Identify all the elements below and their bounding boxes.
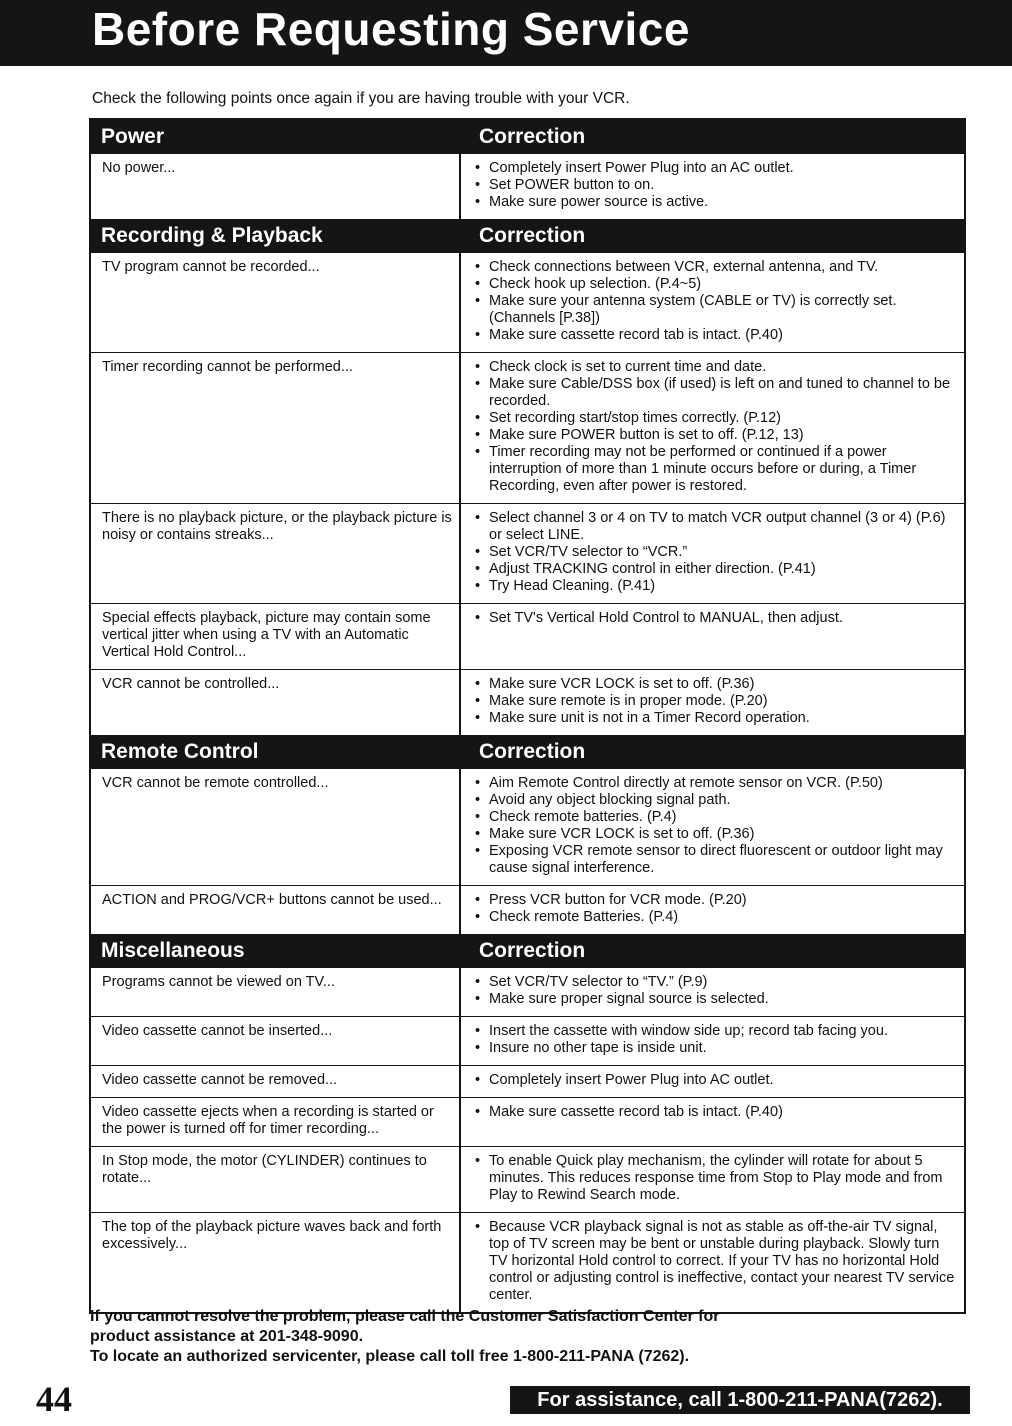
footer-line-1: If you cannot resolve the problem, please call the Customer Satisfaction Center for <box>90 1308 720 1325</box>
correction-list <box>473 974 958 1008</box>
correction-list <box>473 160 958 211</box>
correction-list <box>473 1104 958 1121</box>
table-row <box>91 669 964 735</box>
section-header <box>91 735 964 769</box>
correction-cell <box>461 769 964 885</box>
correction-item: • Exposing VCR remote sensor to direct fluorescent or outdoor light may cause signal interference. <box>473 843 958 877</box>
section-heading: Recording & Playback <box>101 224 323 247</box>
correction-item: • Check clock is set to current time and date. <box>473 359 958 376</box>
section-heading: Power <box>101 125 165 148</box>
correction-item: • Check remote Batteries. (P.4) <box>473 909 958 926</box>
section-heading: Remote Control <box>101 740 259 763</box>
correction-item: • Check hook up selection. (P.4~5) <box>473 276 958 293</box>
footer-line-2: product assistance at 201-348-9090. <box>90 1328 364 1345</box>
problem-cell: VCR cannot be controlled... <box>91 670 461 735</box>
problem-cell: Video cassette cannot be inserted... <box>91 1017 461 1065</box>
correction-heading: Correction <box>479 740 586 763</box>
title-bar <box>0 0 1012 66</box>
correction-item: • To enable Quick play mechanism, the cylinder will rotate for about 5 minutes. This reduces response time from Stop to Play mode and from Play to Rewind Search mode. <box>473 1153 958 1204</box>
correction-cell <box>461 968 964 1016</box>
footer-line-3: To locate an authorized servicenter, please call toll free 1-800-211-PANA (7262). <box>90 1348 690 1365</box>
section-header <box>91 219 964 253</box>
correction-cell <box>461 670 964 735</box>
table-row <box>91 1097 964 1146</box>
troubleshooting-table <box>89 118 966 1314</box>
section-header <box>91 934 964 968</box>
problem-cell: The top of the playback picture waves back and forth excessively... <box>91 1213 461 1312</box>
correction-list <box>473 610 958 627</box>
correction-cell <box>461 504 964 603</box>
correction-item: • Set VCR/TV selector to “TV.” (P.9) <box>473 974 958 991</box>
footer-note <box>90 1307 719 1367</box>
table-row <box>91 1016 964 1065</box>
correction-item: • Avoid any object blocking signal path. <box>473 792 958 809</box>
problem-cell: Special effects playback, picture may contain some vertical jitter when using a TV with an Automatic Vertical Hold Control... <box>91 604 461 669</box>
correction-item: • Completely insert Power Plug into AC outlet. <box>473 1072 958 1089</box>
correction-item: • Make sure VCR LOCK is set to off. (P.36) <box>473 826 958 843</box>
correction-item: • Try Head Cleaning. (P.41) <box>473 578 958 595</box>
correction-item: • Make sure cassette record tab is intact. (P.40) <box>473 1104 958 1121</box>
table-row <box>91 1146 964 1212</box>
table-row <box>91 1212 964 1312</box>
correction-list <box>473 1153 958 1204</box>
correction-cell <box>461 253 964 352</box>
assistance-banner: For assistance, call 1-800-211-PANA(7262). <box>510 1386 970 1414</box>
correction-item: • Insert the cassette with window side up; record tab facing you. <box>473 1023 958 1040</box>
correction-item: • Timer recording may not be performed or continued if a power interruption of more than 1 minute occurs before or during, a Timer Recording, even after power is restored. <box>473 444 958 495</box>
correction-cell <box>461 1066 964 1097</box>
problem-cell: Timer recording cannot be performed... <box>91 353 461 503</box>
problem-cell: In Stop mode, the motor (CYLINDER) continues to rotate... <box>91 1147 461 1212</box>
problem-cell: Programs cannot be viewed on TV... <box>91 968 461 1016</box>
correction-list <box>473 1219 958 1304</box>
correction-list <box>473 676 958 727</box>
correction-heading: Correction <box>479 125 586 148</box>
correction-cell <box>461 353 964 503</box>
correction-item: • Make sure your antenna system (CABLE or TV) is correctly set. (Channels [P.38]) <box>473 293 958 327</box>
table-row <box>91 968 964 1016</box>
correction-item: • Adjust TRACKING control in either direction. (P.41) <box>473 561 958 578</box>
correction-list <box>473 775 958 877</box>
correction-item: • Make sure cassette record tab is intact. (P.40) <box>473 327 958 344</box>
correction-item: • Aim Remote Control directly at remote sensor on VCR. (P.50) <box>473 775 958 792</box>
correction-heading: Correction <box>479 939 586 962</box>
correction-list <box>473 259 958 344</box>
correction-cell <box>461 1017 964 1065</box>
correction-item: • Insure no other tape is inside unit. <box>473 1040 958 1057</box>
problem-cell: Video cassette ejects when a recording is started or the power is turned off for timer recording... <box>91 1098 461 1146</box>
correction-item: • Because VCR playback signal is not as stable as off-the-air TV signal, top of TV screen may be bent or unstable during playback. Slowly turn TV horizontal Hold control to correct. If your TV has no horizontal Hold control or adjusting control is ineffective, contact your nearest TV service center. <box>473 1219 958 1304</box>
correction-list <box>473 1023 958 1057</box>
correction-list <box>473 510 958 595</box>
correction-item: • Make sure remote is in proper mode. (P.20) <box>473 693 958 710</box>
correction-item: • Set TV's Vertical Hold Control to MANUAL, then adjust. <box>473 610 958 627</box>
correction-item: • Make sure power source is active. <box>473 194 958 211</box>
correction-item: • Press VCR button for VCR mode. (P.20) <box>473 892 958 909</box>
intro-text: Check the following points once again if you are having trouble with your VCR. <box>92 90 630 107</box>
problem-cell: VCR cannot be remote controlled... <box>91 769 461 885</box>
correction-item: • Completely insert Power Plug into an AC outlet. <box>473 160 958 177</box>
correction-item: • Make sure POWER button is set to off. (P.12, 13) <box>473 427 958 444</box>
section-heading: Miscellaneous <box>101 939 245 962</box>
problem-cell: No power... <box>91 154 461 219</box>
table-row <box>91 154 964 219</box>
correction-item: • Make sure unit is not in a Timer Record operation. <box>473 710 958 727</box>
problem-cell: There is no playback picture, or the playback picture is noisy or contains streaks... <box>91 504 461 603</box>
correction-cell <box>461 886 964 934</box>
correction-item: • Set POWER button to on. <box>473 177 958 194</box>
table-row <box>91 1065 964 1097</box>
table-row <box>91 253 964 352</box>
correction-item: • Set VCR/TV selector to “VCR.” <box>473 544 958 561</box>
table-row <box>91 885 964 934</box>
table-row <box>91 603 964 669</box>
correction-item: • Check connections between VCR, external antenna, and TV. <box>473 259 958 276</box>
correction-cell <box>461 604 964 669</box>
correction-cell <box>461 1147 964 1212</box>
correction-list <box>473 892 958 926</box>
problem-cell: ACTION and PROG/VCR+ buttons cannot be used... <box>91 886 461 934</box>
correction-list <box>473 1072 958 1089</box>
problem-cell: Video cassette cannot be removed... <box>91 1066 461 1097</box>
correction-item: • Set recording start/stop times correctly. (P.12) <box>473 410 958 427</box>
correction-item: • Make sure Cable/DSS box (if used) is left on and tuned to channel to be recorded. <box>473 376 958 410</box>
correction-item: • Select channel 3 or 4 on TV to match VCR output channel (3 or 4) (P.6) or select LINE. <box>473 510 958 544</box>
table-row <box>91 352 964 503</box>
correction-list <box>473 359 958 495</box>
section-header <box>91 120 964 154</box>
table-row <box>91 503 964 603</box>
correction-item: • Check remote batteries. (P.4) <box>473 809 958 826</box>
page-title: Before Requesting Service <box>92 3 690 55</box>
problem-cell: TV program cannot be recorded... <box>91 253 461 352</box>
correction-heading: Correction <box>479 224 586 247</box>
correction-cell <box>461 1098 964 1146</box>
correction-item: • Make sure proper signal source is selected. <box>473 991 958 1008</box>
correction-cell <box>461 154 964 219</box>
page-number: 44 <box>36 1379 72 1419</box>
table-row <box>91 769 964 885</box>
correction-cell <box>461 1213 964 1312</box>
correction-item: • Make sure VCR LOCK is set to off. (P.36) <box>473 676 958 693</box>
